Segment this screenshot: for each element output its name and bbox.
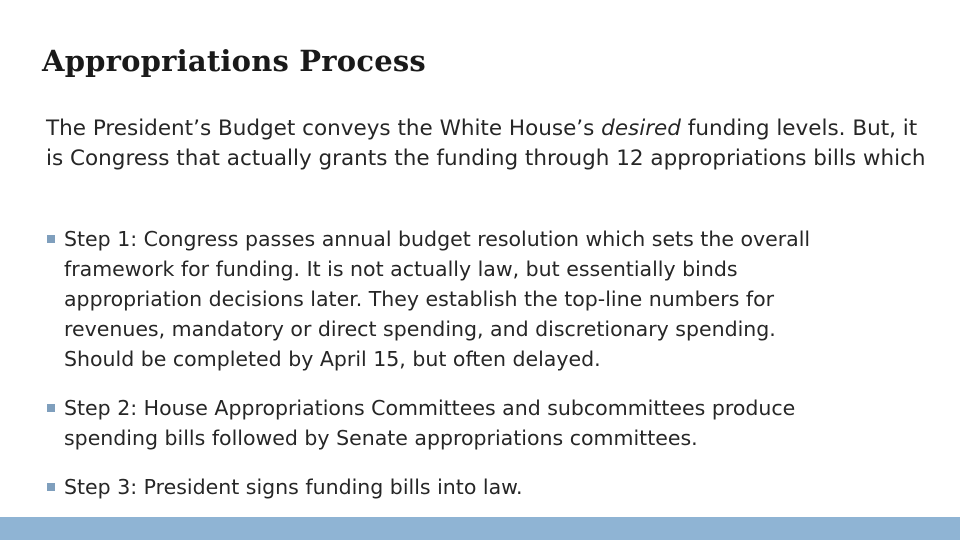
slide-title: Appropriations Process (42, 44, 426, 78)
bullet-line: spending bills followed by Senate appropriations committees. (64, 426, 698, 450)
bullet-step-3 (64, 472, 924, 502)
square-bullet-icon (47, 235, 55, 243)
bullet-step-2 (64, 393, 924, 453)
square-bullet-icon (47, 483, 55, 491)
bullet-line: Should be completed by April 15, but often delayed. (64, 347, 601, 371)
footer-accent-bar (0, 517, 960, 540)
square-bullet-icon (47, 404, 55, 412)
intro-text-part1: The President’s Budget conveys the White House’s (46, 116, 602, 141)
bullet-line: appropriation decisions later. They establish the top-line numbers for (64, 287, 775, 311)
intro-paragraph (46, 114, 926, 174)
intro-text-part2: funding levels. But, it is Congress that actually grants the funding through 12 appropriations bills which (46, 116, 926, 171)
bullet-line: revenues, mandatory or direct spending, and discretionary spending. (64, 317, 776, 341)
bullet-line: Step 1: Congress passes annual budget resolution which sets the overall (64, 227, 811, 251)
bullet-line: Step 3: President signs funding bills into law. (64, 475, 523, 499)
bullet-line: framework for funding. It is not actually law, but essentially binds (64, 257, 738, 281)
bullet-step-1 (64, 224, 924, 374)
intro-emphasis: desired (601, 116, 681, 141)
bullet-line: Step 2: House Appropriations Committees and subcommittees produce (64, 396, 796, 420)
